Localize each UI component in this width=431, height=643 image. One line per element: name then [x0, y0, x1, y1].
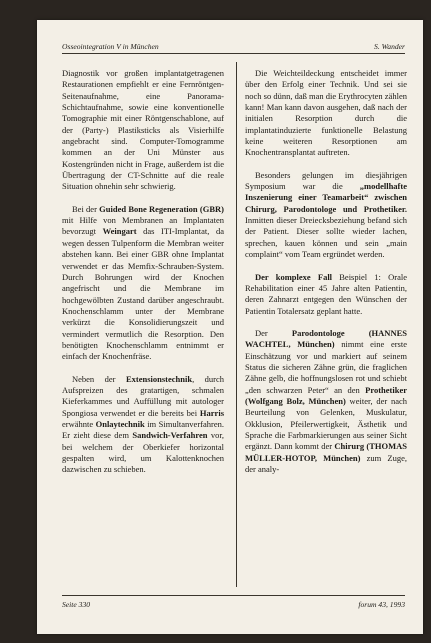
bold-term: Der komplexe Fall: [255, 271, 333, 282]
paragraph-gbr: [62, 204, 224, 363]
text-run: weiter, der nach Beurteilung von Gelenken, Muskulatur, Okklusion, Pfeilerwertigkeit, Ästhetik und Sprache die Farbmarkierungen aus seiner Sicht ergänzt. Dann kommt der: [245, 395, 407, 452]
text-run: nimmt eine erste Einschätzung vor und markiert auf seinem Status die sicheren Zähne grün, die fraglichen Zähne gelb, die hoffnungslosen rot und schiebt „den schwarzen Peter“ an den: [245, 339, 408, 395]
column-divider: [236, 62, 237, 587]
journal-issue: forum 43, 1993: [358, 600, 405, 609]
text-run: Beispiel 1: Orale Rehabilitation einer 45 Jahre alten Patientin, deren Zahnarzt entgegen den Wünschen der Patientin Totalersatz geplant hatte.: [245, 271, 407, 316]
bold-name: Prothetiker (Wolfgang Bolz, München): [245, 384, 407, 406]
text-run: , durch Aufspreizen des gratartigen, schmalen Kieferkammes und Auffüllung mit autologer Spongiosa verwendet er die bereits bei: [62, 373, 224, 418]
bold-name: Chirurg (THOMAS MÜLLER-HOTOP, München): [245, 441, 407, 463]
bold-term: Guided Bone Regeneration (GBR): [99, 203, 224, 214]
footer-rule: [62, 595, 405, 596]
text-run: Neben der: [72, 373, 126, 384]
left-column: [62, 68, 224, 476]
header-rule: [62, 53, 405, 54]
bold-term: „modellhafte Inszenierung einer Teamarbeit“ zwischen Chirurg, Parodontologe und Prothetiker.: [245, 181, 407, 214]
text-run: das ITI-Implantat, da wegen dessen Tulpenform die Membran weiter abstehen kann. Bei einer GBR ohne Implantat verwendet er das Memfix-Schrauben-System. Durch Bohrungen wird der Knochen angefrischt und die Membrane im hochgewölbten Zustand darüber angeschraubt. Knochenschlamm unter der Membrane verkürzt die Konsolidierungszeit und vermindert vermutlich die Resorption. Den benötigten Knochenschlamm entnimmt er einfach der Knochenfräse.: [62, 226, 224, 362]
bold-name: Parodontologe (HANNES WACHTEL, München): [245, 327, 407, 350]
bold-term: Sandwich-Verfahren: [132, 430, 208, 441]
text-run: erwähnte: [62, 418, 96, 429]
paragraph-parodontologe: [245, 328, 407, 475]
paragraph-extension: [62, 374, 224, 476]
bold-name: Weingart: [102, 226, 137, 237]
journal-page: [37, 20, 423, 634]
text-run: Der: [255, 327, 292, 338]
paragraph-komplexer-fall: [245, 272, 407, 317]
page-number: Seite 330: [62, 600, 91, 609]
text-run: im Simultanverfahren. Er zieht diese dem: [62, 418, 224, 441]
paragraph-teamarbeit: [245, 170, 407, 261]
text-run: mit Hilfe von Membranen an Implantaten bevorzugt: [62, 215, 224, 237]
paragraph-diagnostik: Diagnostik vor großen implantatgetragenen Restaurationen empfiehlt er eine Fernröntgen-Seitenaufnahme, eine Panorama-Schichtaufnahme, sowie eine konventionelle Tomographie mit einer Röntgenschablone, auf der (Party-) Plastiksticks als Visierhilfe angebracht sind. Computer-Tomogramme kommen an der Uni Münster aus Kostengründen nicht in Frage, außerdem ist die Übertragung der CT-Schnitte auf die reale Situation ohnehin sehr schwierig.: [62, 68, 224, 192]
bold-term: Extensionstechnik: [125, 373, 193, 384]
bold-term: Onlaytechnik: [95, 418, 145, 429]
running-head-author: S. Wander: [374, 42, 405, 51]
paragraph-weichteildeckung: Die Weichteildeckung entscheidet immer über den Erfolg einer Technik. Und sei sie noch so dünn, daß man die Erythrocyten zählen kann! Man kann davon ausgehen, daß nach der initialen Resorption durch die implantatinduzierte funktionelle Belastung keine weiteren Resorptionen am Knochentransplantat auftreten.: [245, 68, 407, 158]
text-run: Inmitten dieser Dreiecksbeziehung befand sich der Patient. Dieser sollte wieder lachen, sprechen, kauen können und sein „main complaint“ vom Team ergründet werden.: [245, 215, 407, 260]
text-run: vor, bei welchem der Oberkiefer horizontal gespalten wird, um Kalottenknochen dazwischen zu schieben.: [62, 430, 224, 475]
text-run: Bei der: [72, 203, 100, 214]
running-head-title: Osseointegration V in München: [62, 42, 159, 51]
bold-name: Harris: [199, 407, 224, 418]
text-run: Besonders gelungen im diesjährigen Symposium war die: [245, 169, 407, 192]
text-run: zum Zuge, der analy-: [245, 452, 407, 474]
right-column: [245, 68, 407, 475]
